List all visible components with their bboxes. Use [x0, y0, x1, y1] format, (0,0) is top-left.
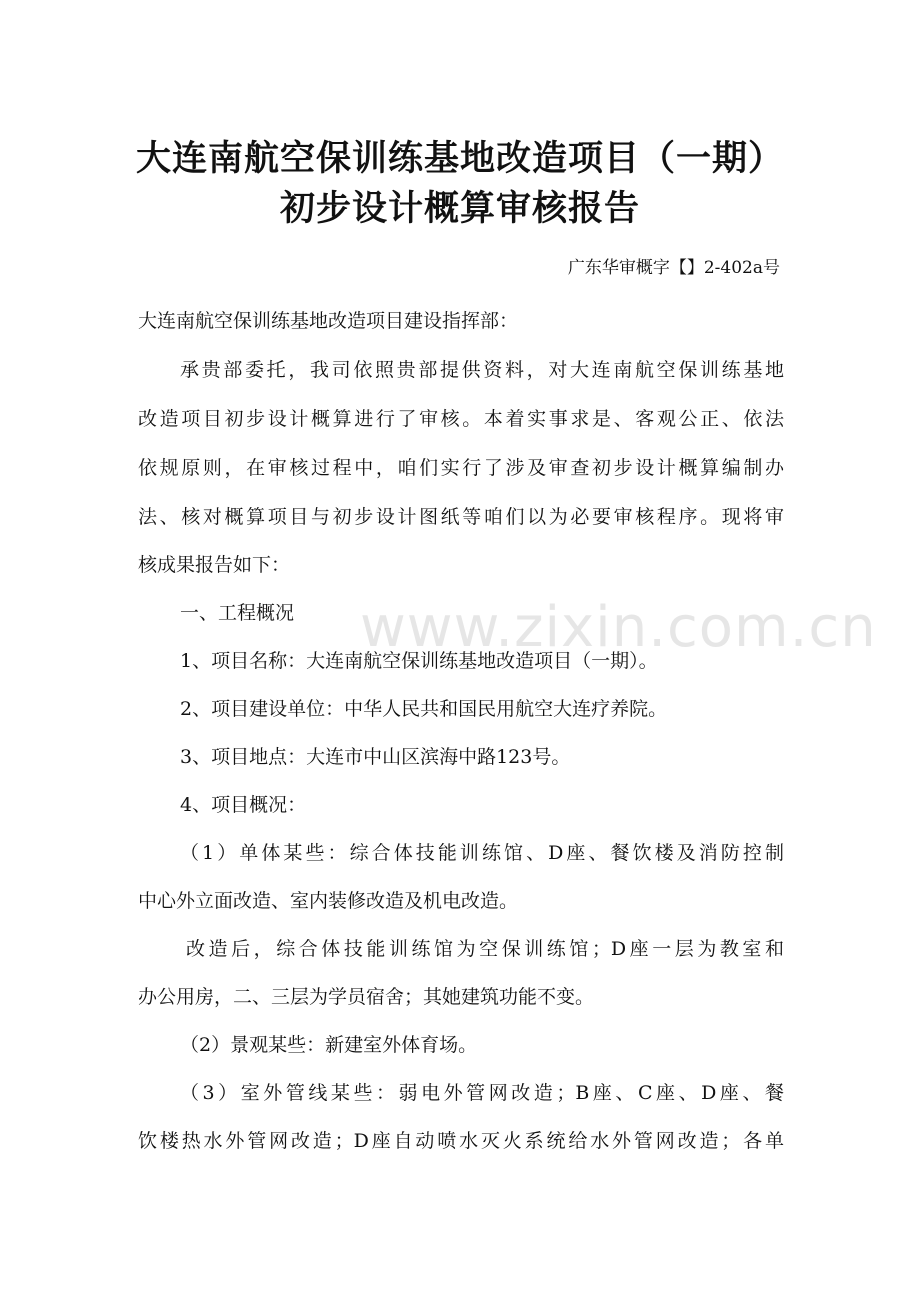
document-number: 广东华审概字【】2-402a号	[567, 258, 780, 278]
section-heading: 一、工程概况	[180, 602, 295, 624]
item-overview: 4、项目概况：	[180, 794, 307, 816]
title-line-1: 大连南航空保训练基地改造项目（一期）	[135, 139, 784, 179]
title-line-2: 初步设计概算审核报告	[279, 189, 640, 229]
sub3-line-2: 饮楼热水外管网改造；D座自动喷水灭火系统给水外管网改造；各单	[138, 1130, 784, 1152]
sub1-line-2: 中心外立面改造、室内装修改造及机电改造。	[138, 890, 519, 912]
after-line-1: 改造后，综合体技能训练馆为空保训练馆；D座一层为教室和	[186, 938, 784, 960]
item-project-name: 1、项目名称：大连南航空保训练基地改造项目（一期）。	[180, 650, 658, 672]
sub2-line: （2）景观某些：新建室外体育场。	[180, 1034, 478, 1056]
intro-line-2: 改造项目初步设计概算进行了审核。本着实事求是、客观公正、依法	[138, 408, 784, 430]
sub3-line-1: （3）室外管线某些：弱电外管网改造；B座、C座、D座、餐	[180, 1082, 784, 1104]
intro-line-1: 承贵部委托，我司依照贵部提供资料，对大连南航空保训练基地	[180, 359, 784, 381]
sub1-line-1: （1）单体某些：综合体技能训练馆、D座、餐饮楼及消防控制	[180, 842, 784, 864]
intro-line-3: 依规原则，在审核过程中，咱们实行了涉及审查初步设计概算编制办	[138, 457, 784, 479]
watermark: www.zixin.com.cn	[360, 595, 877, 660]
intro-line-5: 核成果报告如下：	[138, 554, 291, 576]
item-construction-unit: 2、项目建设单位：中华人民共和国民用航空大连疗养院。	[180, 698, 668, 720]
item-location: 3、项目地点：大连市中山区滨海中路123号。	[180, 746, 571, 768]
salutation: 大连南航空保训练基地改造项目建设指挥部：	[138, 310, 519, 332]
after-line-2: 办公用房，二、三层为学员宿舍；其她建筑功能不变。	[138, 986, 595, 1008]
intro-line-4: 法、核对概算项目与初步设计图纸等咱们以为必要审核程序。现将审	[138, 506, 784, 528]
